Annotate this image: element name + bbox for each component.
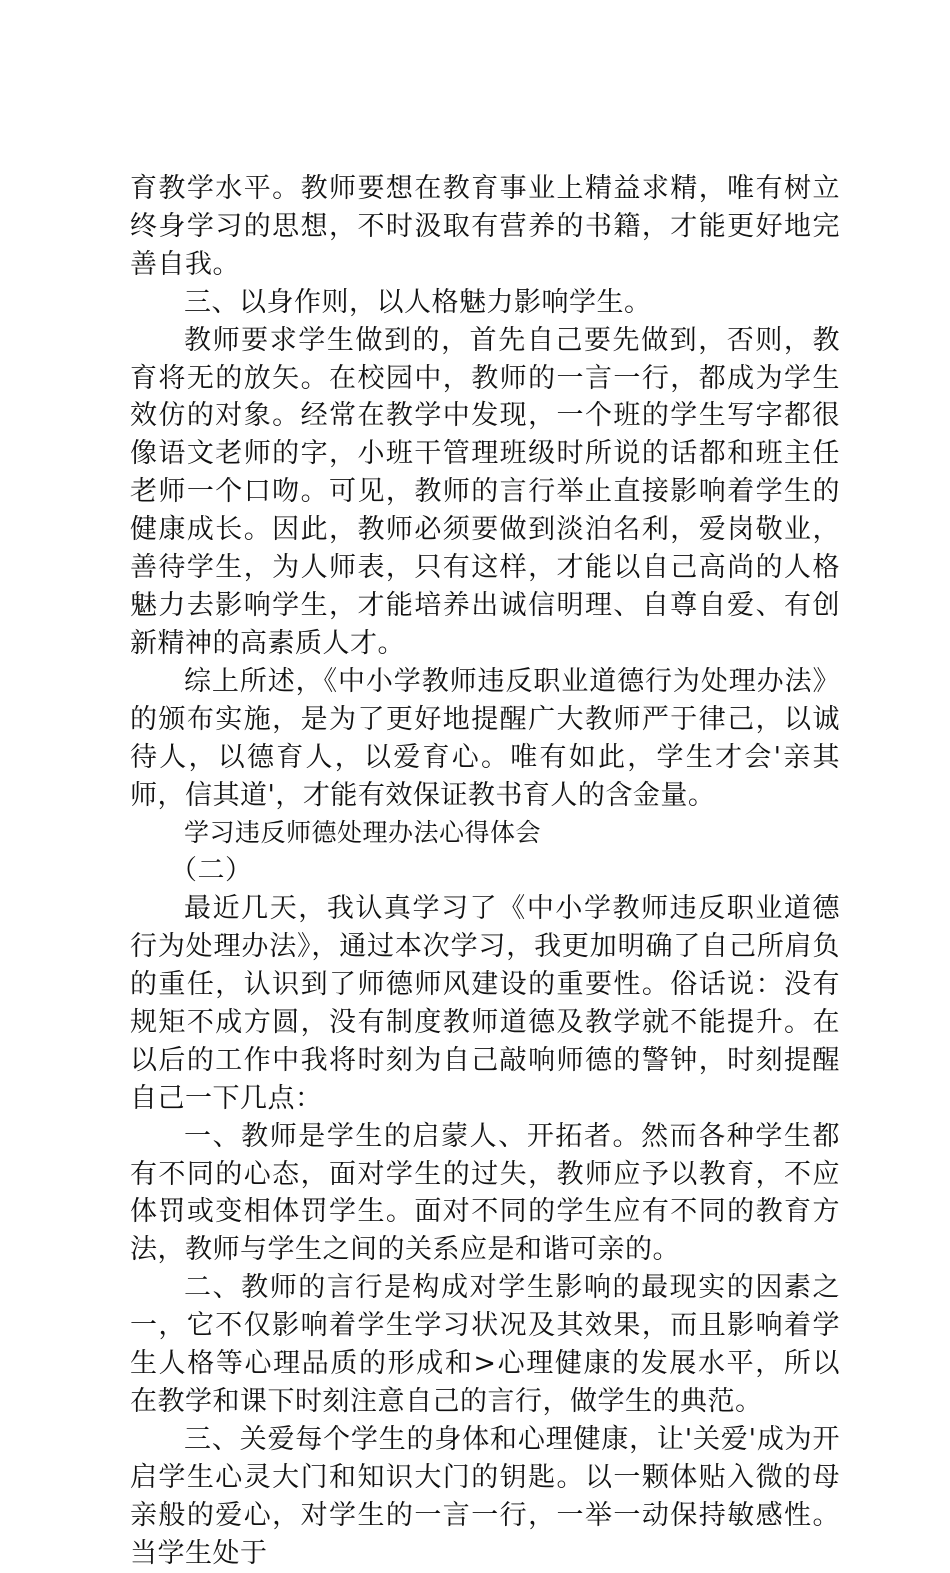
paragraph-1: 育教学水平。教师要想在教育事业上精益求精，唯有树立终身学习的思想，不时汲取有营养的书籍，才能更好地完善自我。 [130,173,840,280]
paragraph-2-heading: 三、以身作则，以人格魅力影响学生。 [184,286,652,318]
section-subtitle-number: （二） [170,855,253,887]
paragraph-4: 综上所述，《中小学教师违反职业道德行为处理办法》的颁布实施，是为了更好地提醒广大教师严于律己，以诚待人，以德育人，以爱育心。唯有如此，学生才会'亲其师，信其道'，才能有效保证教书育人的含金量。 [130,665,840,811]
paragraph-8: 三、关爱每个学生的身体和心理健康，让'关爱'成为开启学生心灵大门和知识大门的钥匙。以一颗体贴入微的母亲般的爱心，对学生的一言一行，一举一动保持敏感性。当学生处于 [130,1423,840,1569]
paragraph-6: 一、教师是学生的启蒙人、开拓者。然而各种学生都有不同的心态，面对学生的过失，教师应予以教育，不应体罚或变相体罚学生。面对不同的学生应有不同的教育方法，教师与学生之间的关系应是和谐可亲的。 [130,1120,840,1266]
paragraph-5: 最近几天，我认真学习了《中小学教师违反职业道德行为处理办法》，通过本次学习，我更加明确了自己所肩负的重任，认识到了师德师风建设的重要性。俗话说：没有规矩不成方圆，没有制度教师道德及教学就不能提升。在以后的工作中我将时刻为自己敲响师德的警钟，时刻提醒自己一下几点： [130,893,840,1114]
paragraph-3: 教师要求学生做到的，首先自己要先做到，否则，教育将无的放矢。在校园中，教师的一言一行，都成为学生效仿的对象。经常在教学中发现，一个班的学生写字都很像语文老师的字，小班干管理班级时所说的话都和班主任老师一个口吻。可见，教师的言行举止直接影响着学生的健康成长。因此，教师必须要做到淡泊名利，爱岗敬业，善待学生，为人师表，只有这样，才能以自己高尚的人格魅力去影响学生，才能培养出诚信明理、自尊自爱、有创新精神的高素质人才。 [130,324,840,659]
document-body [130,170,840,1573]
section-subtitle: 学习违反师德处理办法心得体会 [184,818,542,848]
paragraph-7: 二、教师的言行是构成对学生影响的最现实的因素之一，它不仅影响着学生学习状况及其效果，而且影响着学生人格等心理品质的形成和>心理健康的发展水平，所以在教学和课下时刻注意自己的言行，做学生的典范。 [130,1272,840,1417]
